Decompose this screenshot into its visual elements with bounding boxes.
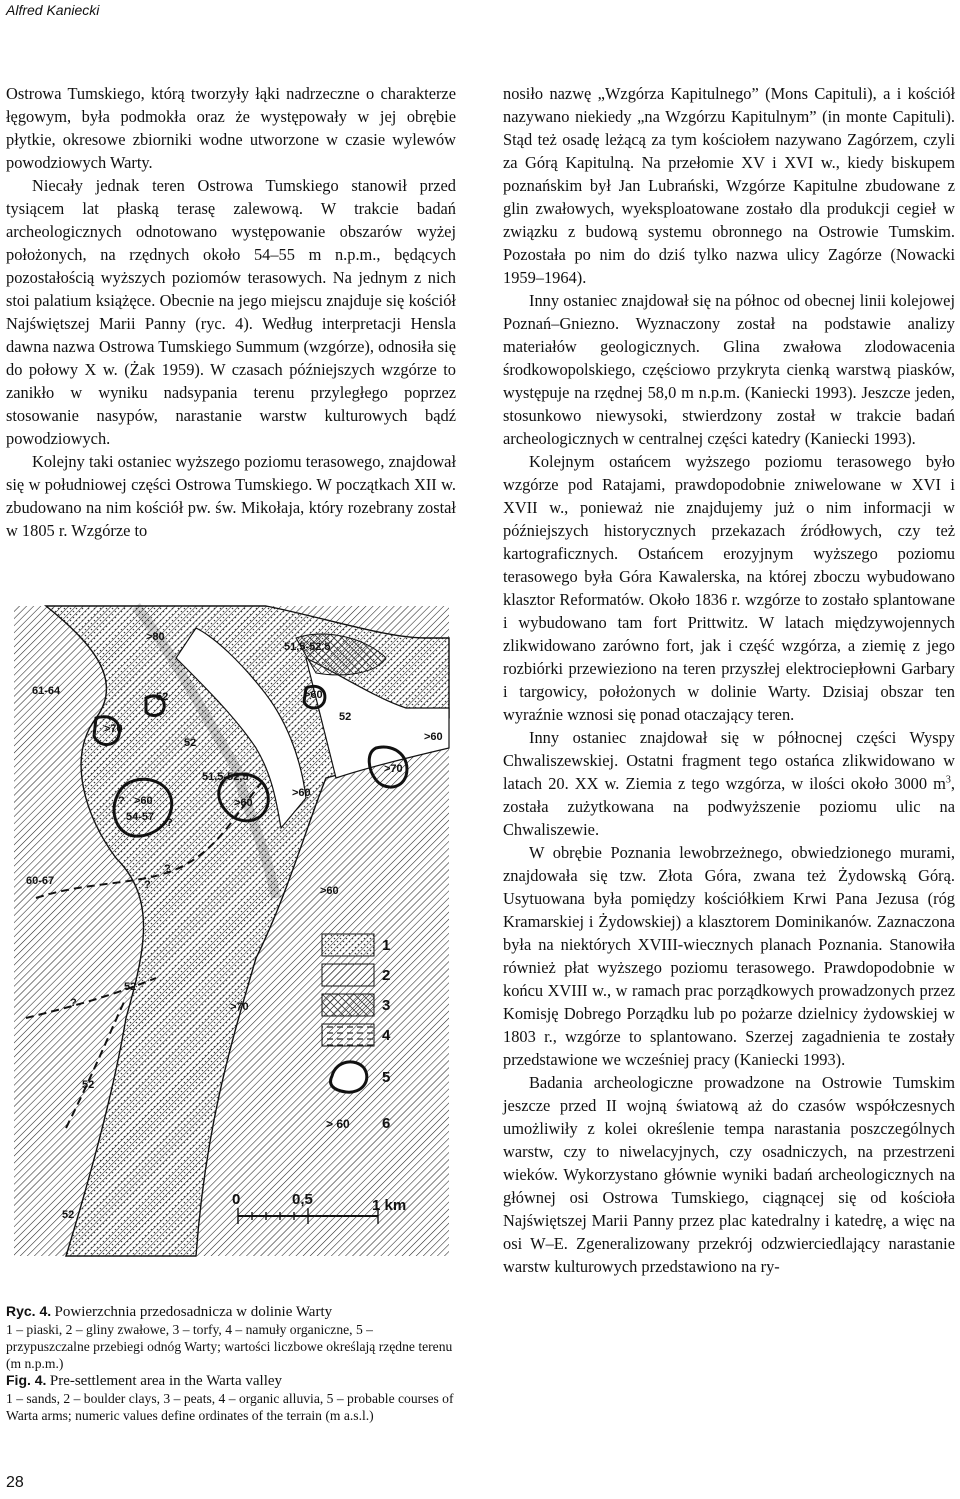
legend-swatch-boulder-clays [322, 964, 374, 986]
legend-number: 1 [382, 937, 391, 954]
map-label: >60 [424, 731, 443, 743]
map-label: >60 [292, 787, 311, 799]
scale-label: 1 km [372, 1197, 407, 1214]
legend-swatch-organic-alluvia [322, 1024, 374, 1046]
map-label: ? [144, 879, 151, 891]
map-label: >70 [384, 763, 403, 775]
legend-number: 2 [382, 967, 391, 984]
paragraph: Inny ostaniec znajdował się na północ od obecnej linii kolejowej Poznań–Gniezno. Wyznaczony został na podstawie analizy materiałów geologicznych. Glina zwałowa zlodowacenia środkowopolskiego, częściowo przykryta cienką warstwą piasków, występuje na rzędnej 58,0 m n.p.m. (Kaniecki 1993). Jeszcze jeden, stosunkowo niewysoki, stwierdzony został w trakcie badań archeologicznych w centralnej części katedry (Kaniecki 1993). [503, 291, 955, 448]
paragraph: Kolejny taki ostaniec wyższego poziomu terasowego, znajdował się w południowej części Ostrowa Tumskiego. W początkach XII w. zbudowano na nim kościół pw. św. Mikołaja, który rozebrany został w 1805 r. Wzgórze to [6, 452, 456, 540]
paragraph: Ostrowa Tumskiego, którą tworzyły łąki nadrzeczne o charakterze łęgowym, była podmokła oraz że występowały w jej obrębie płytkie, okresowe zbiorniki wodne utworzone w czasie wylewów powodziowych Warty. [6, 84, 456, 172]
map-label: >60 [304, 689, 323, 701]
map-label: >60 [234, 797, 253, 809]
left-text-column [6, 82, 456, 542]
paragraph: W obrębie Poznania lewobrzeżnego, obwiedzionego murami, znajdowała się tzw. Złota Góra, zwana też Żydowską Górą. Usytuowana była pomiędzy kościółkiem Krwi Pana Jezusa (róg Kramarskiej i Żydowskiej) a klasztorem Dominikanów. Zaznaczona była na niektórych XVIII-wiecznych planach Poznania. Stanowiła również płat wyższego poziomu terasowego. Prawdopodobnie w końcu XVIII w., w ramach prac porządkowych prowadzonych przez Komisję Dobrego Porządku lub po pożarze dzielnicy żydowskiej w 1803 r., wzgórze to splantowano. Szerzej zagadnienia te zostały przedstawione we wcześniej pracy (Kaniecki 1993). [503, 843, 955, 1069]
caption-title: Powierzchnia przedosadnicza w dolinie Warty [54, 1304, 333, 1320]
paragraph-text: Inny ostaniec znajdował się w północnej części Wyspy Chwaliszewskiej. Ostatni fragment tego ostańca zlikwidowano w latach 20. XX w. Ziemia z tego wzgórza, w ilości około 3000 m [503, 728, 955, 793]
paragraph: nosiło nazwę „Wzgórza Kapitulnego” (Mons Capituli), a i kościół nazywano niekiedy „na Wzgórzu Kapitulnym” (in monte Capituli). Stąd też osadę leżącą za tym kościołem nazywano Zagórzem, czyli za Górą Kapitulną. Na przełomie XV i XVI w., kiedy biskupem poznańskim był Jan Lubrański, Wzgórze Kapitulne zbudowane z glin zwałowych, wyeksploatowane zostało dla produkcji cegieł w związku z budową systemu obronnego na Ostrowie Tumskim. Pozostała po nim do dziś tylko nazwa ulicy Zagórze (Nowacki 1959–1964). [503, 84, 955, 287]
map-label: 52 [339, 711, 352, 723]
caption-label: Ryc. 4. [6, 1303, 52, 1319]
figure-caption [6, 1303, 456, 1424]
map-label: 51,5-52,5 [284, 641, 331, 653]
map-label: >60 [320, 885, 339, 897]
caption-title: Pre-settlement area in the Warta valley [49, 1373, 283, 1389]
running-header-author: Alfred Kaniecki [6, 2, 100, 18]
legend-number: 4 [382, 1027, 391, 1044]
paragraph-text-cont: , została zużytkowana na podwyższenie poziomu ulic na Chwaliszewie. [503, 774, 955, 839]
map-label: ? [70, 997, 77, 1009]
legend-swatch-peats [322, 994, 374, 1016]
map-label: 54-57 [126, 811, 155, 823]
map-label: >60 [134, 795, 153, 807]
legend-number: 5 [382, 1069, 391, 1086]
legend-value-label: > 60 [326, 1117, 350, 1131]
map-label: ? [164, 863, 171, 875]
caption-text: 1 – piaski, 2 – gliny zwałowe, 3 – torfy, 4 – namuły organiczne, 5 – przypuszczalne przebiegi odnóg Warty; wartości liczbowe określają rzędne terenu (m n.p.m.) [6, 1322, 453, 1371]
scale-label: 0,5 [292, 1191, 313, 1208]
map-label: 52 [156, 691, 169, 703]
map-label: >70 [104, 723, 123, 735]
scale-label: 0 [232, 1191, 241, 1208]
superscript: 3 [945, 774, 951, 786]
map-label: >70 [230, 1001, 249, 1013]
map-label: 52 [62, 1209, 75, 1221]
page-number: 28 [6, 1474, 24, 1491]
map-label: 52 [124, 981, 137, 993]
paragraph: Niecały jednak teren Ostrowa Tumskiego stanowił przed tysiącem lat płaską terasę zalewową. W trakcie badań archeologicznych odnotowano występowanie obszarów wyżej położonych, na rzędnych około 54–55 m n.p.m., będących pozostałością wyższych poziomów terasowych. Na jednym z nich stoi palatium książęce. Obecnie na jego miejscu znajduje się kościół Najświętszej Marii Panny (ryc. 4). Według interpretacji Hensla dawna nazwa Ostrowa Tumskiego Summum (wzgórze), odnosiła się do połowy X w. (Żak 1959). W czasach późniejszych wzgórze to zanikło w wyniku nadsypania terenu przyległego poprzez stosowanie nasypów, narastanie warstw kulturowych bądź powodziowych. [6, 176, 456, 448]
legend-number: 3 [382, 997, 391, 1014]
legend-number: 6 [382, 1115, 391, 1132]
caption-label: Fig. 4. [6, 1372, 47, 1388]
map-label: ? [166, 817, 173, 829]
map-label: 61-64 [32, 685, 61, 697]
caption-text: 1 – sands, 2 – boulder clays, 3 – peats, 4 – organic alluvia, 5 – probable courses of Warta arms; numeric values define ordinates of the terrain (m a.s.l.) [6, 1391, 454, 1423]
map-label: 60-67 [26, 875, 55, 887]
figure-map [6, 598, 456, 1343]
paragraph: Badania archeologiczne prowadzone na Ostrowie Tumskim jeszcze przed II wojną światową aż do czasów współczesnych umożliwiły z kolei określenie tempa narastania poszczególnych warstw, czy to niwelacyjnych, czy osadniczych, na przestrzeni wieków. Wykorzystano głównie wyniki badań archeologicznych na głównej osi Ostrowa Tumskiego, ciągnącej się od kościoła Najświętszej Marii Panny przez plac katedralny i katedrę, a więc na osi W–E. Zgeneralizowany przekrój odzwierciedlający narastanie warstw kulturowych przedstawiono na ry- [503, 1073, 955, 1276]
legend-swatch-arm-courses [331, 1062, 367, 1092]
paragraph [503, 726, 955, 841]
legend-swatch-sands [322, 934, 374, 956]
right-text-column [503, 82, 955, 1278]
map-label: 52 [184, 737, 197, 749]
map-label: 51,5-52,5 [202, 771, 249, 783]
paragraph: Kolejnym ostańcem wyższego poziomu terasowego było wzgórze pod Ratajami, prawdopodobnie zniwelowane w XVI i XVII w., ponieważ nie znajdujemy już o nim informacji w późniejszych historycznych przekazach źródłowych, czy też kartograficznych. Ostańcem erozyjnym wyższego poziomu terasowego była Góra Kawalerska, na której zboczu wybudowano klasztor Reformatów. Około 1836 r. wzgórze to zostało splantowane i wybudowano tam fort Prittwitz. W latach międzywojennych zlikwidowano zarówno fort, jak i część wzgórza, a ziemię z jego rozbiórki przewieziono na teren przyszłej elektrociepłowni Garbary i targowicy, położonych w dolinie Warty. Dzisiaj obszar ten wyraźnie wznosi się ponad otaczający teren. [503, 452, 955, 724]
map-label: ? [118, 795, 125, 807]
map-label: 52 [82, 1079, 95, 1091]
map-label: >80 [146, 631, 165, 643]
